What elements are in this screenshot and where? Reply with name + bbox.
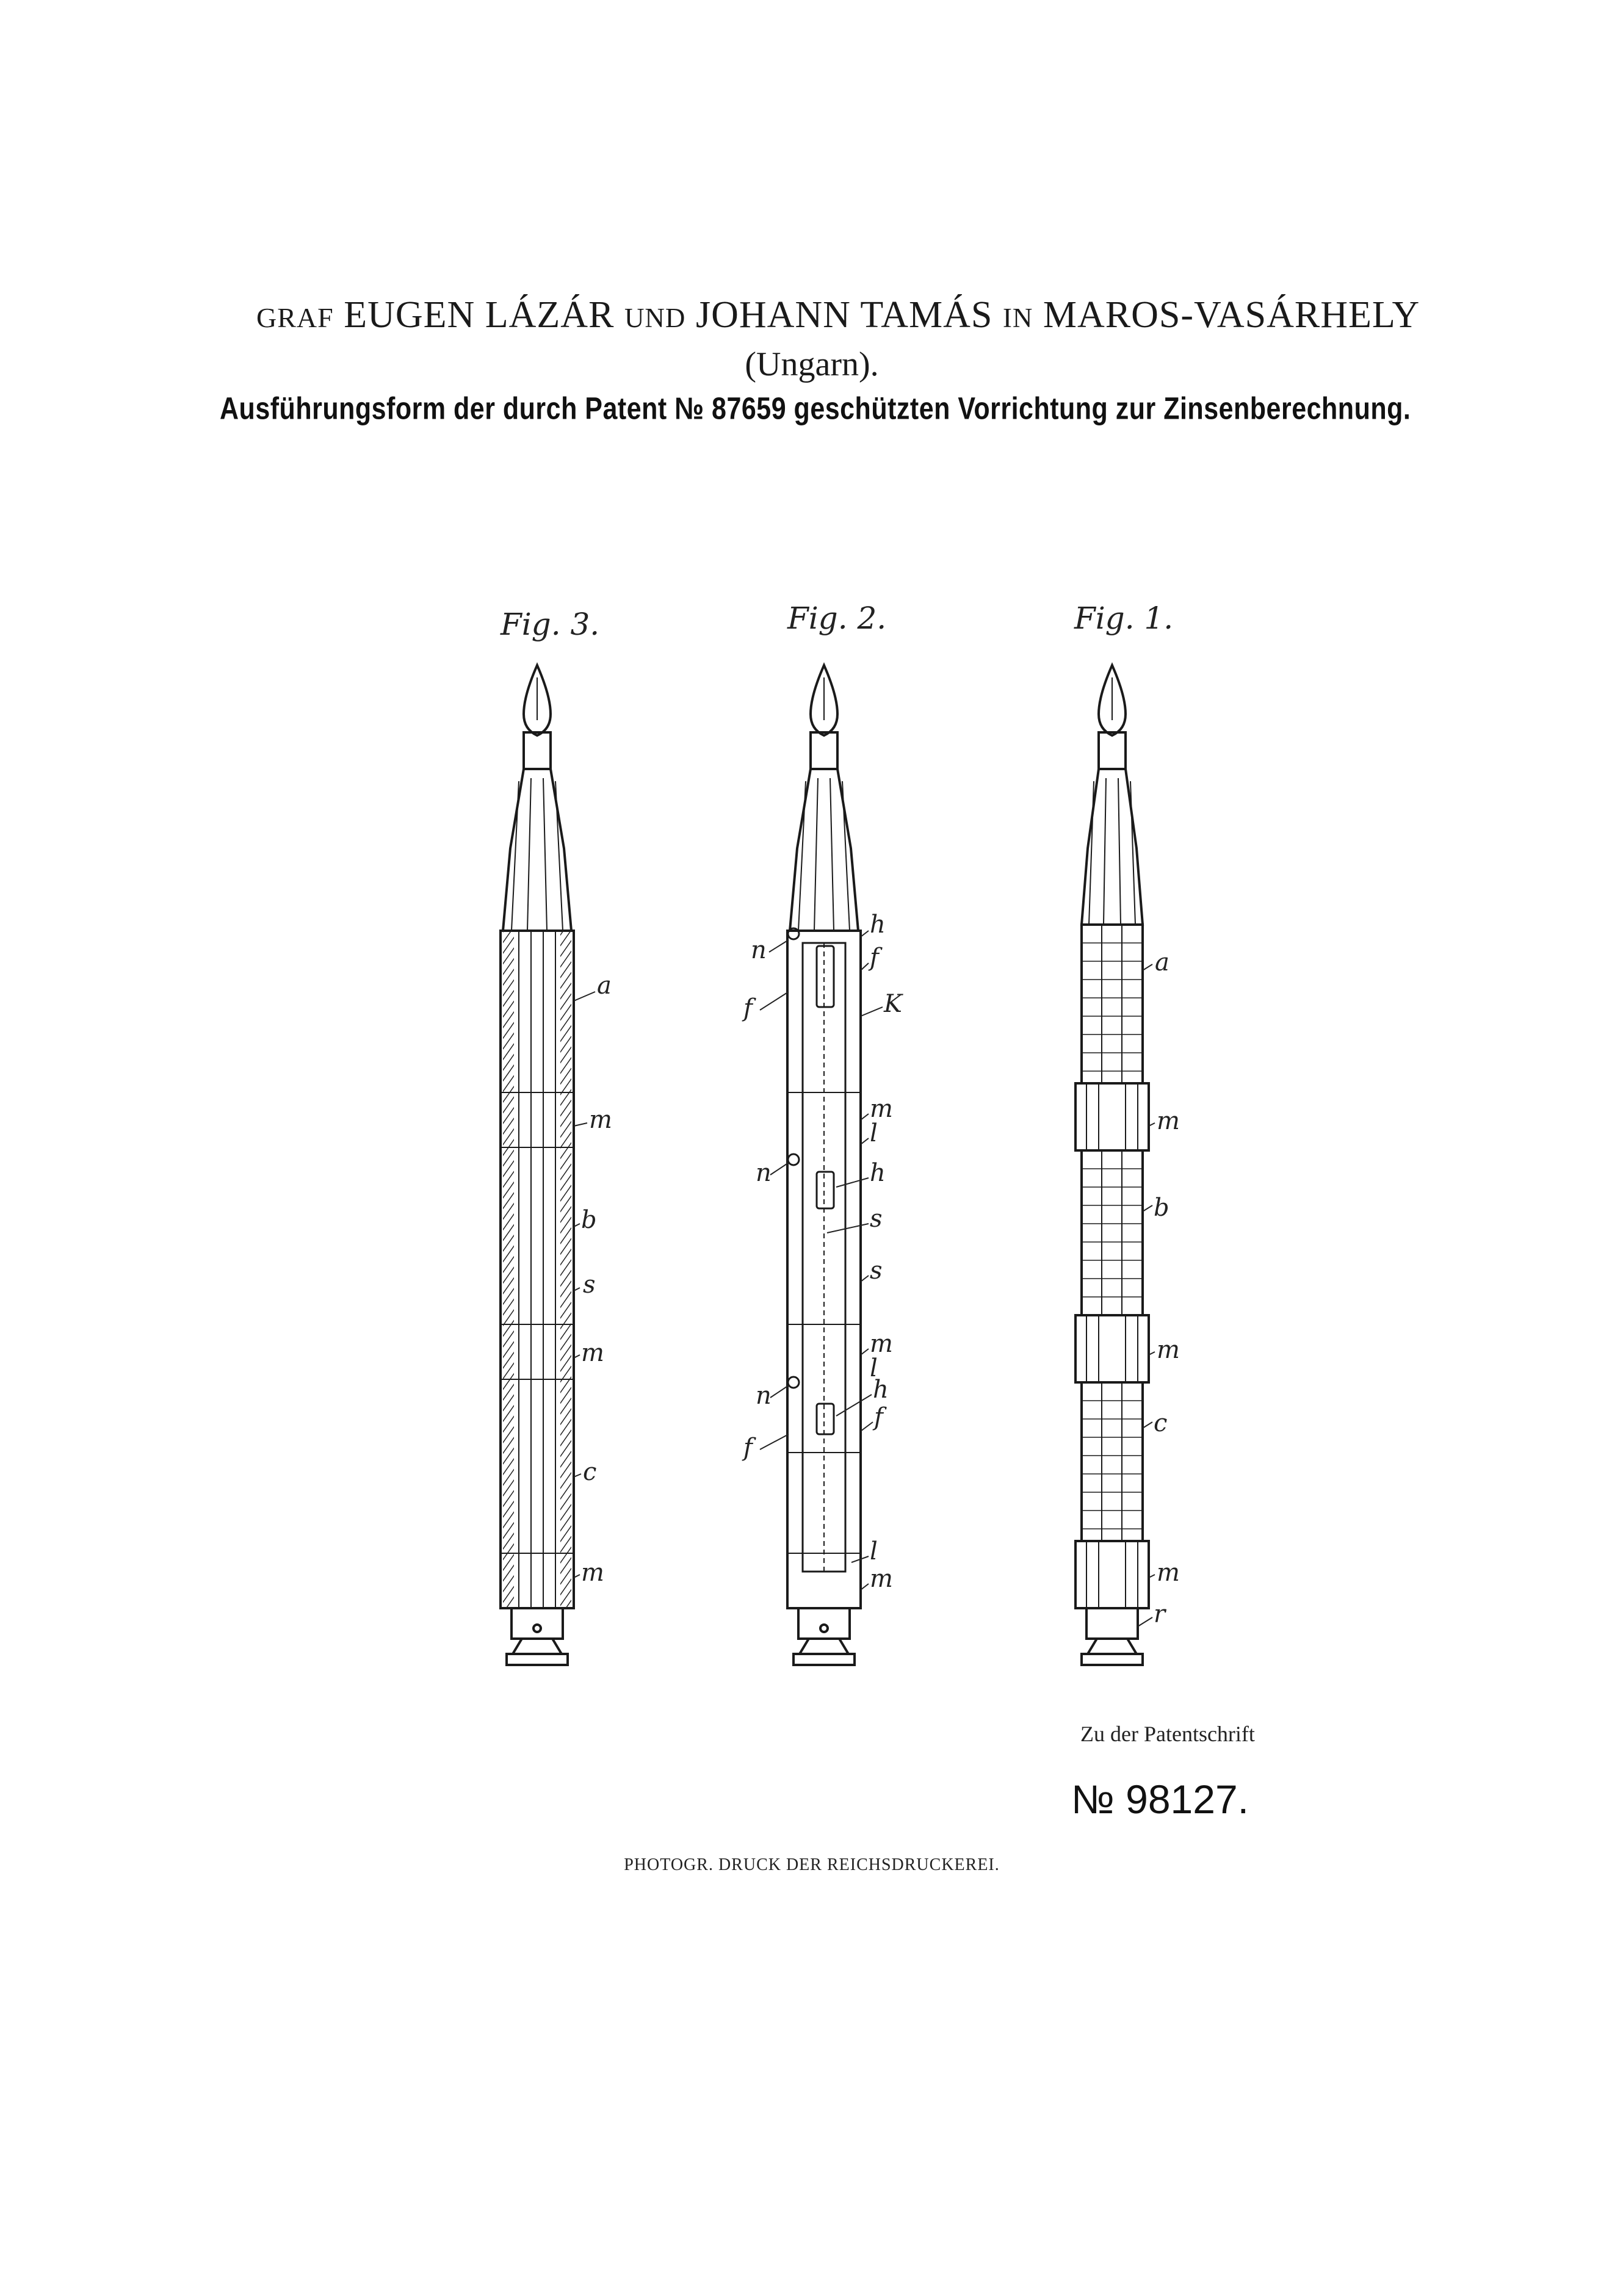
- fig2-label-s1: s: [870, 1205, 883, 1233]
- fig-2-caption: Fig. 2.: [787, 601, 887, 636]
- fig1-label-b: b: [1154, 1194, 1169, 1222]
- preposition-in: IN: [1002, 303, 1033, 333]
- country-ungarn: (Ungarn).: [745, 345, 879, 383]
- figure-2-labels: [742, 911, 903, 1593]
- fig1-label-r: r: [1154, 1600, 1166, 1628]
- scale-tube-a: [1082, 925, 1143, 1083]
- fig-3-caption: Fig. 3.: [501, 607, 600, 642]
- author-johann-tamas: JOHANN TAMÁS: [695, 294, 993, 336]
- fig3-label-c: c: [583, 1458, 597, 1486]
- fig2-label-n2: n: [756, 1159, 772, 1187]
- title-graf: GRAF: [256, 302, 334, 333]
- fig2-label-f1: f: [870, 944, 879, 972]
- fig-1-caption: Fig. 1.: [1074, 601, 1174, 636]
- fig2-label-f2: f: [743, 994, 753, 1022]
- fig2-label-n1: n: [751, 936, 767, 964]
- fig3-label-m3: m: [581, 1559, 604, 1587]
- patent-subtitle: Ausführungsform der durch Patent № 87659 geschützten Vorrichtung zur Zinsenberechnung.: [220, 391, 1411, 427]
- fig2-label-n3: n: [756, 1382, 772, 1410]
- scale-tube-c: [1082, 1382, 1143, 1541]
- fig3-label-b: b: [581, 1206, 597, 1234]
- fig2-label-K: K: [884, 990, 902, 1018]
- fig1-label-m2: m: [1157, 1336, 1180, 1364]
- figure-3-labels: [574, 972, 612, 1587]
- fig2-label-m2: m: [870, 1330, 893, 1358]
- fig2-label-l3: l: [870, 1537, 878, 1565]
- fig2-label-m1: m: [870, 1095, 893, 1123]
- fig1-label-c: c: [1154, 1409, 1168, 1437]
- fig1-label-m1: m: [1157, 1107, 1180, 1135]
- fig2-label-s2: s: [870, 1257, 883, 1285]
- fig2-label-f3: f: [874, 1403, 883, 1431]
- patent-reference-note: Zu der Patentschrift: [1080, 1722, 1255, 1746]
- author-eugen-lazar: EUGEN LÁZÁR: [344, 294, 615, 336]
- printer-imprint: PHOTOGR. DRUCK DER REICHSDRUCKEREI.: [624, 1855, 1000, 1874]
- figure-1-labels: [1138, 948, 1180, 1628]
- fig2-label-f4: f: [743, 1434, 753, 1462]
- fig3-label-s: s: [583, 1271, 596, 1299]
- conjunction-und: UND: [624, 303, 686, 333]
- fig3-label-m2: m: [581, 1339, 604, 1367]
- patent-number: № 98127.: [1071, 1777, 1249, 1822]
- fig3-label-a: a: [597, 972, 612, 1000]
- fig1-label-m3: m: [1157, 1559, 1180, 1587]
- figure-2-pen-cutaway: [787, 665, 861, 1665]
- fig3-label-m1: m: [589, 1106, 612, 1134]
- figure-3-pen-section: [501, 665, 574, 1665]
- fig2-label-l1: l: [870, 1119, 878, 1147]
- fig1-label-a: a: [1155, 948, 1169, 977]
- fig2-label-h1: h: [870, 911, 886, 939]
- location-maros-vasarhely: MAROS-VASÁRHELY: [1043, 294, 1420, 336]
- scale-tube-b: [1082, 1150, 1143, 1315]
- figure-1-pen-exterior: [1075, 665, 1149, 1665]
- fig2-label-l2: l: [870, 1354, 878, 1382]
- fig2-label-h2: h: [870, 1159, 886, 1187]
- fig2-label-m3: m: [870, 1565, 893, 1593]
- fig2-label-h3: h: [873, 1376, 889, 1404]
